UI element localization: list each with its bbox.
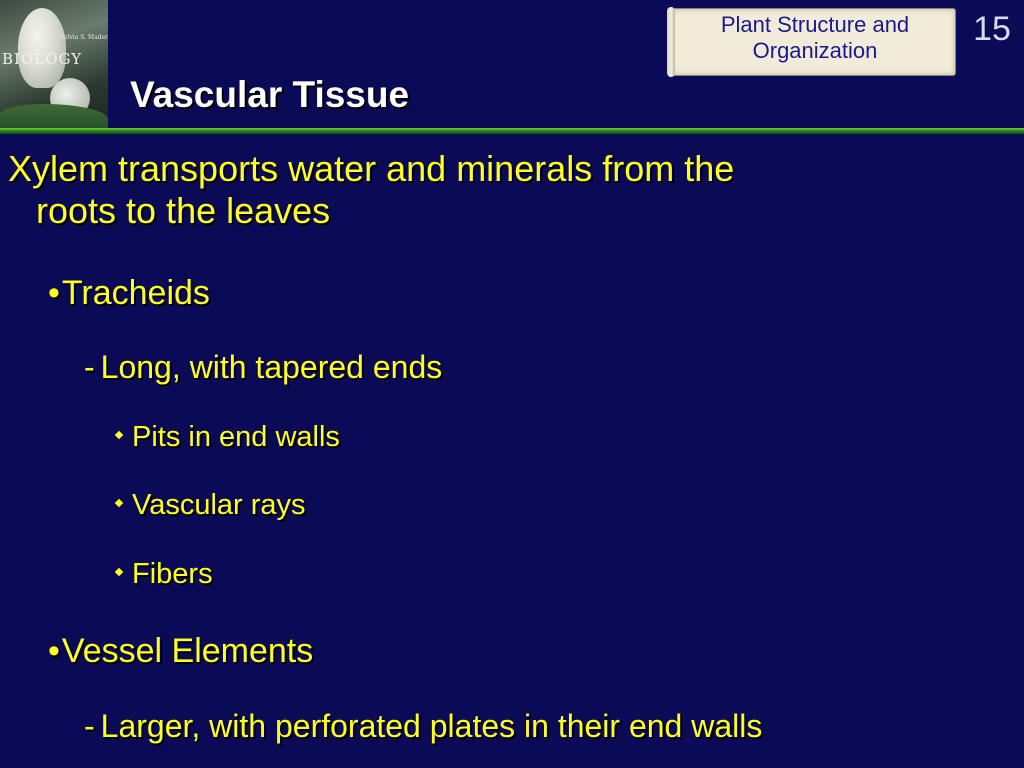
chapter-title: Plant Structure and Organization: [720, 12, 910, 63]
dash-icon: -: [84, 708, 95, 744]
bullet-text: Vascular rays: [132, 489, 306, 521]
bullet-text: Pits in end walls: [132, 421, 340, 453]
lead-line-1: Xylem transports water and minerals from the: [8, 148, 735, 189]
bullet-text: Fibers: [132, 558, 213, 590]
bullet-item-level3: [116, 421, 340, 454]
slide-title: Vascular Tissue: [130, 74, 410, 115]
bullet-text: Vessel Elements: [61, 632, 314, 670]
bullet-text: Long, with tapered ends: [100, 349, 443, 385]
slide-number: 15: [973, 10, 1011, 48]
book-title: BIOLOGY: [2, 50, 83, 68]
diamond-bullet-icon: [115, 568, 123, 576]
bullet-item-level1: [48, 274, 210, 313]
book-cover-image: [0, 0, 108, 130]
leaves-illustration: [0, 104, 108, 130]
lead-paragraph: [8, 148, 734, 232]
title-divider: [0, 128, 1024, 134]
bullet-dot-icon: •: [48, 274, 60, 312]
bullet-text: Larger, with perforated plates in their end walls: [100, 708, 763, 744]
bullet-item-level2: [84, 349, 442, 386]
bullet-text: Tracheids: [61, 274, 210, 312]
chapter-scroll-banner: [670, 8, 956, 76]
diamond-bullet-icon: [115, 431, 123, 439]
heron-illustration: [18, 8, 66, 88]
lead-line-2: roots to the leaves: [36, 190, 331, 231]
bullet-item-level1: [48, 632, 313, 671]
book-author: Sylvia S. Mader: [60, 34, 108, 41]
bullet-item-level2: [84, 708, 762, 745]
bullet-item-level3: [116, 558, 213, 591]
bullet-dot-icon: •: [48, 632, 60, 670]
bullet-item-level3: [116, 489, 306, 522]
dash-icon: -: [84, 349, 95, 385]
diamond-bullet-icon: [115, 499, 123, 507]
